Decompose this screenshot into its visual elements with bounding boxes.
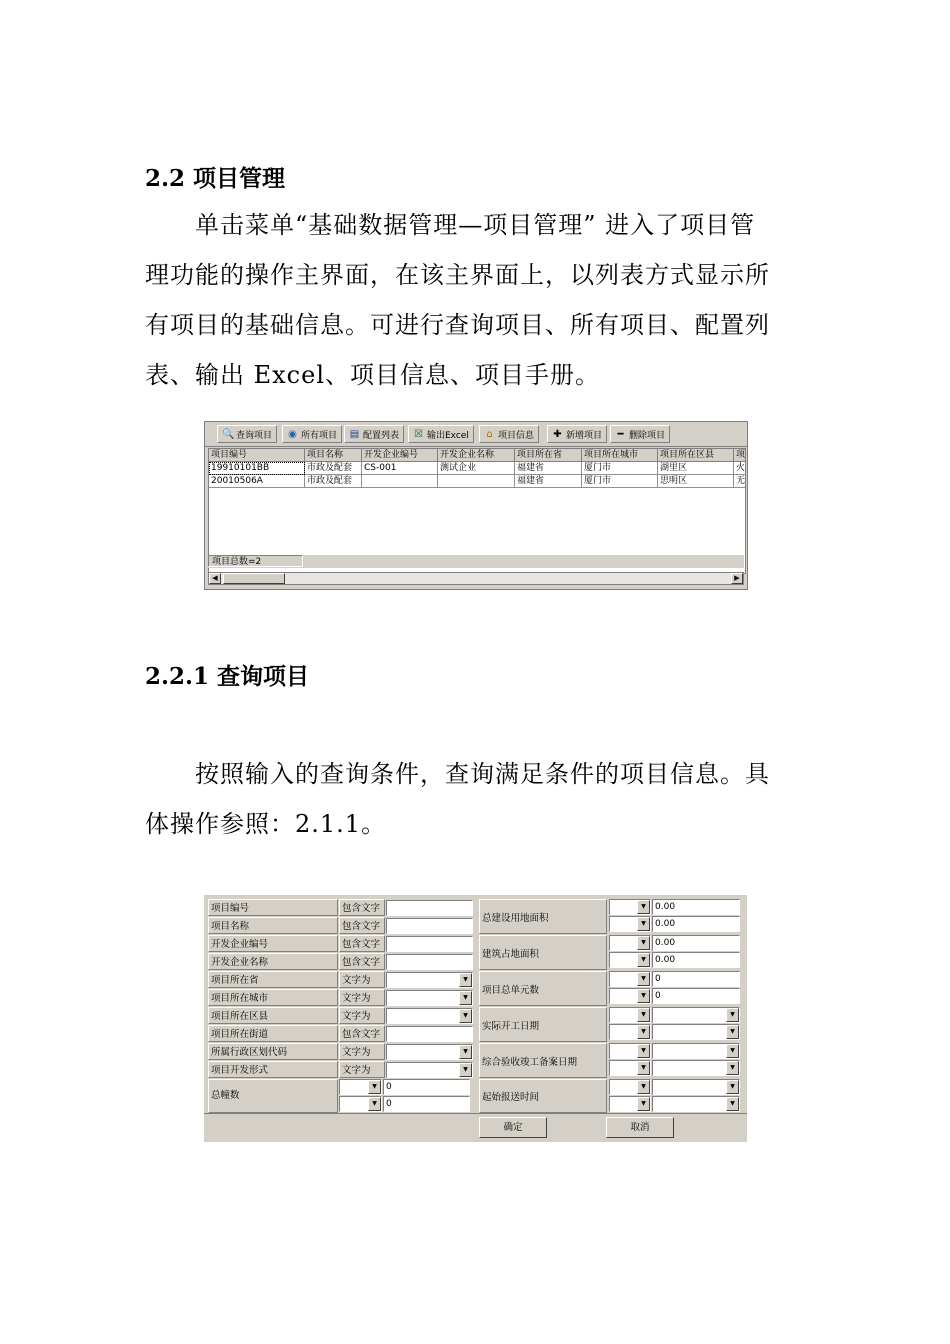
table-cell[interactable]: 思明区 <box>658 475 734 488</box>
range-label-land-area: 总建设用地面积 <box>479 899 607 934</box>
paragraph-line: 理功能的操作主界面，在该主界面上，以列表方式显示所 <box>145 261 770 289</box>
column-header[interactable]: 项目所在城市 <box>582 449 658 462</box>
field-operator: 文字为 <box>339 1061 385 1078</box>
building-area-min-input[interactable]: 0.00 <box>652 935 740 951</box>
land-area-min-input[interactable]: 0.00 <box>652 899 740 915</box>
dropdown-arrow-icon[interactable]: ▼ <box>726 1061 739 1075</box>
street-input[interactable] <box>386 1026 473 1042</box>
divider <box>204 1113 747 1114</box>
table-header <box>209 449 746 462</box>
column-header[interactable]: 项目所在区县 <box>658 449 734 462</box>
table-row[interactable] <box>209 475 746 488</box>
dropdown-arrow-icon[interactable]: ▼ <box>637 917 650 931</box>
column-header[interactable]: 项目名称 <box>305 449 362 462</box>
paragraph-line: 体操作参照：2.1.1。 <box>145 810 387 838</box>
dropdown-arrow-icon[interactable]: ▼ <box>637 1061 650 1075</box>
dropdown-arrow-icon[interactable]: ▼ <box>459 1045 472 1059</box>
table-cell[interactable]: 厦门市 <box>582 475 658 488</box>
project-number-input[interactable] <box>386 900 473 916</box>
field-operator: 包含文字 <box>339 1025 385 1042</box>
dropdown-arrow-icon[interactable]: ▼ <box>726 1044 739 1058</box>
land-area-max-input[interactable]: 0.00 <box>652 916 740 932</box>
table-cell[interactable]: CS-001 <box>362 462 438 475</box>
globe-icon: ◉ <box>288 428 297 440</box>
dropdown-arrow-icon[interactable]: ▼ <box>459 1063 472 1077</box>
dropdown-arrow-icon[interactable]: ▼ <box>637 1008 650 1022</box>
all-projects-button[interactable]: ◉ 所有项目 <box>282 425 342 443</box>
start-date-op-2-select[interactable] <box>609 1024 651 1040</box>
total-buildings-op-1-select[interactable] <box>339 1079 382 1095</box>
paragraph-line: 表、输出 Excel、项目信息、项目手册。 <box>145 361 601 389</box>
total-units-min-input[interactable]: 0 <box>652 971 740 987</box>
dropdown-arrow-icon[interactable]: ▼ <box>368 1080 381 1094</box>
query-dialog <box>204 895 747 1142</box>
range-label-acceptance-date: 综合验收竣工备案日期 <box>479 1043 607 1078</box>
field-operator: 文字为 <box>339 1043 385 1060</box>
dropdown-arrow-icon[interactable]: ▼ <box>637 989 650 1003</box>
total-buildings-op-2-select[interactable] <box>339 1096 382 1112</box>
dropdown-arrow-icon[interactable]: ▼ <box>459 973 472 987</box>
field-label: 开发企业编号 <box>208 935 338 952</box>
city-select[interactable] <box>386 990 473 1006</box>
building-area-max-input[interactable]: 0.00 <box>652 952 740 968</box>
dropdown-arrow-icon[interactable]: ▼ <box>726 1008 739 1022</box>
column-header[interactable]: 项目所在省 <box>515 449 582 462</box>
report-time-to-select[interactable] <box>652 1096 740 1112</box>
start-date-op-1-select[interactable] <box>609 1007 651 1023</box>
dropdown-arrow-icon[interactable]: ▼ <box>726 1080 739 1094</box>
field-operator: 包含文字 <box>339 953 385 970</box>
table-cell[interactable]: 厦门市 <box>582 462 658 475</box>
config-list-button[interactable]: ▤ 配置列表 <box>344 425 404 443</box>
dropdown-arrow-icon[interactable]: ▼ <box>637 900 650 914</box>
dev-form-select[interactable] <box>386 1062 473 1078</box>
paragraph-line: 按照输入的查询条件，查询满足条件的项目信息。具 <box>195 760 770 788</box>
table-cell[interactable]: 湖里区 <box>658 462 734 475</box>
field-label: 项目名称 <box>208 917 338 934</box>
acceptance-date-to-select[interactable] <box>652 1060 740 1076</box>
table-cell[interactable]: 市政及配套 <box>305 462 362 475</box>
project-count: 项目总数=2 <box>208 555 303 567</box>
dropdown-arrow-icon[interactable]: ▼ <box>637 1025 650 1039</box>
acceptance-date-op-1-select[interactable] <box>609 1043 651 1059</box>
dropdown-arrow-icon[interactable]: ▼ <box>637 936 650 950</box>
table-cell[interactable] <box>362 475 438 488</box>
table-cell[interactable]: 福建省 <box>515 475 582 488</box>
developer-number-input[interactable] <box>386 936 473 952</box>
horizontal-scrollbar[interactable] <box>208 572 744 585</box>
field-label: 项目开发形式 <box>208 1061 338 1078</box>
toolbar <box>205 422 747 447</box>
dropdown-arrow-icon[interactable]: ▼ <box>459 991 472 1005</box>
query-project-button[interactable]: 🔍 查询项目 <box>217 425 277 443</box>
dropdown-arrow-icon[interactable]: ▼ <box>637 1044 650 1058</box>
scroll-right-icon[interactable]: ▶ <box>731 573 743 584</box>
start-date-from-select[interactable] <box>652 1007 740 1023</box>
start-date-to-select[interactable] <box>652 1024 740 1040</box>
paragraph-line: 有项目的基础信息。可进行查询项目、所有项目、配置列 <box>145 311 770 339</box>
building-area-op-1-select[interactable] <box>609 935 651 951</box>
total-units-max-input[interactable]: 0 <box>652 988 740 1004</box>
field-label: 项目所在区县 <box>208 1007 338 1024</box>
column-header[interactable]: 开发企业编号 <box>362 449 438 462</box>
confirm-button[interactable]: 确定 <box>479 1117 547 1138</box>
paragraph-line: 单击菜单“基础数据管理—项目管理” 进入了项目管 <box>195 211 756 239</box>
plus-icon: ✚ <box>553 428 562 440</box>
total-buildings-max-input[interactable]: 0 <box>383 1096 470 1112</box>
field-label: 所属行政区划代码 <box>208 1043 338 1060</box>
project-name-input[interactable] <box>386 918 473 934</box>
dropdown-arrow-icon[interactable]: ▼ <box>368 1097 381 1111</box>
field-operator: 包含文字 <box>339 935 385 952</box>
minus-icon: ━ <box>617 428 624 440</box>
district-select[interactable] <box>386 1008 473 1024</box>
project-info-button[interactable]: ⌂ 项目信息 <box>479 425 539 443</box>
dropdown-arrow-icon[interactable]: ▼ <box>726 1097 739 1111</box>
report-time-op-1-select[interactable] <box>609 1079 651 1095</box>
range-label-building-area: 建筑占地面积 <box>479 935 607 970</box>
field-operator: 文字为 <box>339 989 385 1006</box>
excel-icon: ☒ <box>414 428 423 440</box>
scroll-left-icon[interactable]: ◀ <box>209 573 221 584</box>
total-buildings-label: 总幢数 <box>208 1079 338 1113</box>
field-label: 项目所在街道 <box>208 1025 338 1042</box>
dropdown-arrow-icon[interactable]: ▼ <box>637 1080 650 1094</box>
section-2-2-1-paragraph <box>145 749 805 849</box>
field-operator: 文字为 <box>339 1007 385 1024</box>
add-project-button[interactable]: ✚ 新增项目 <box>547 425 607 443</box>
land-area-op-2-select[interactable] <box>609 916 651 932</box>
field-label: 项目所在省 <box>208 971 338 988</box>
building-area-op-2-select[interactable] <box>609 952 651 968</box>
field-operator: 包含文字 <box>339 917 385 934</box>
acceptance-date-from-select[interactable] <box>652 1043 740 1059</box>
table-cell[interactable]: 测试企业 <box>438 462 515 475</box>
column-header[interactable]: 开发企业名称 <box>438 449 515 462</box>
table-cell[interactable] <box>438 475 515 488</box>
total-buildings-min-input[interactable]: 0 <box>383 1079 470 1095</box>
column-header[interactable]: 项 <box>734 449 746 462</box>
province-select[interactable] <box>386 972 473 988</box>
developer-name-input[interactable] <box>386 954 473 970</box>
table-cell[interactable]: 无 <box>734 475 746 488</box>
table-cell[interactable]: 20010506A <box>209 475 305 488</box>
field-label: 项目所在城市 <box>208 989 338 1006</box>
house-icon: ⌂ <box>486 428 493 440</box>
project-list-window <box>204 421 748 590</box>
dropdown-arrow-icon[interactable]: ▼ <box>637 1097 650 1111</box>
dropdown-arrow-icon[interactable]: ▼ <box>726 1025 739 1039</box>
report-time-op-2-select[interactable] <box>609 1096 651 1112</box>
section-heading-2-2: 2.2 项目管理 <box>145 165 286 192</box>
dropdown-arrow-icon[interactable]: ▼ <box>637 972 650 986</box>
table-cell[interactable]: 福建省 <box>515 462 582 475</box>
section-2-2-paragraph <box>145 200 805 400</box>
table-cell[interactable]: 19910101BB <box>209 462 305 475</box>
dropdown-arrow-icon[interactable]: ▼ <box>637 953 650 967</box>
cancel-button[interactable]: 取消 <box>606 1117 674 1138</box>
field-operator: 文字为 <box>339 971 385 988</box>
total-units-op-2-select[interactable] <box>609 988 651 1004</box>
range-label-total-units: 项目总单元数 <box>479 971 607 1006</box>
report-time-from-select[interactable] <box>652 1079 740 1095</box>
delete-project-button[interactable]: ━ 删除项目 <box>610 425 670 443</box>
field-label: 开发企业名称 <box>208 953 338 970</box>
binoculars-icon: 🔍 <box>222 428 235 440</box>
total-units-op-1-select[interactable] <box>609 971 651 987</box>
field-label: 项目编号 <box>208 899 338 916</box>
status-bar <box>208 555 744 568</box>
range-label-report-time: 起始报送时间 <box>479 1079 607 1113</box>
section-heading-2-2-1: 2.2.1 查询项目 <box>145 663 310 690</box>
range-label-start-date: 实际开工日期 <box>479 1007 607 1042</box>
field-operator: 包含文字 <box>339 899 385 916</box>
table-cell[interactable]: 市政及配套 <box>305 475 362 488</box>
table-row[interactable] <box>209 462 746 475</box>
admin-code-select[interactable] <box>386 1044 473 1060</box>
column-header[interactable]: 项目编号 <box>209 449 305 462</box>
dropdown-arrow-icon[interactable]: ▼ <box>459 1009 472 1023</box>
table-cell[interactable]: 火 <box>734 462 746 475</box>
acceptance-date-op-2-select[interactable] <box>609 1060 651 1076</box>
export-excel-button[interactable]: ☒ 输出Excel <box>408 425 474 443</box>
land-area-op-1-select[interactable] <box>609 899 651 915</box>
config-list-icon: ▤ <box>349 428 360 440</box>
scroll-thumb[interactable] <box>223 573 285 584</box>
